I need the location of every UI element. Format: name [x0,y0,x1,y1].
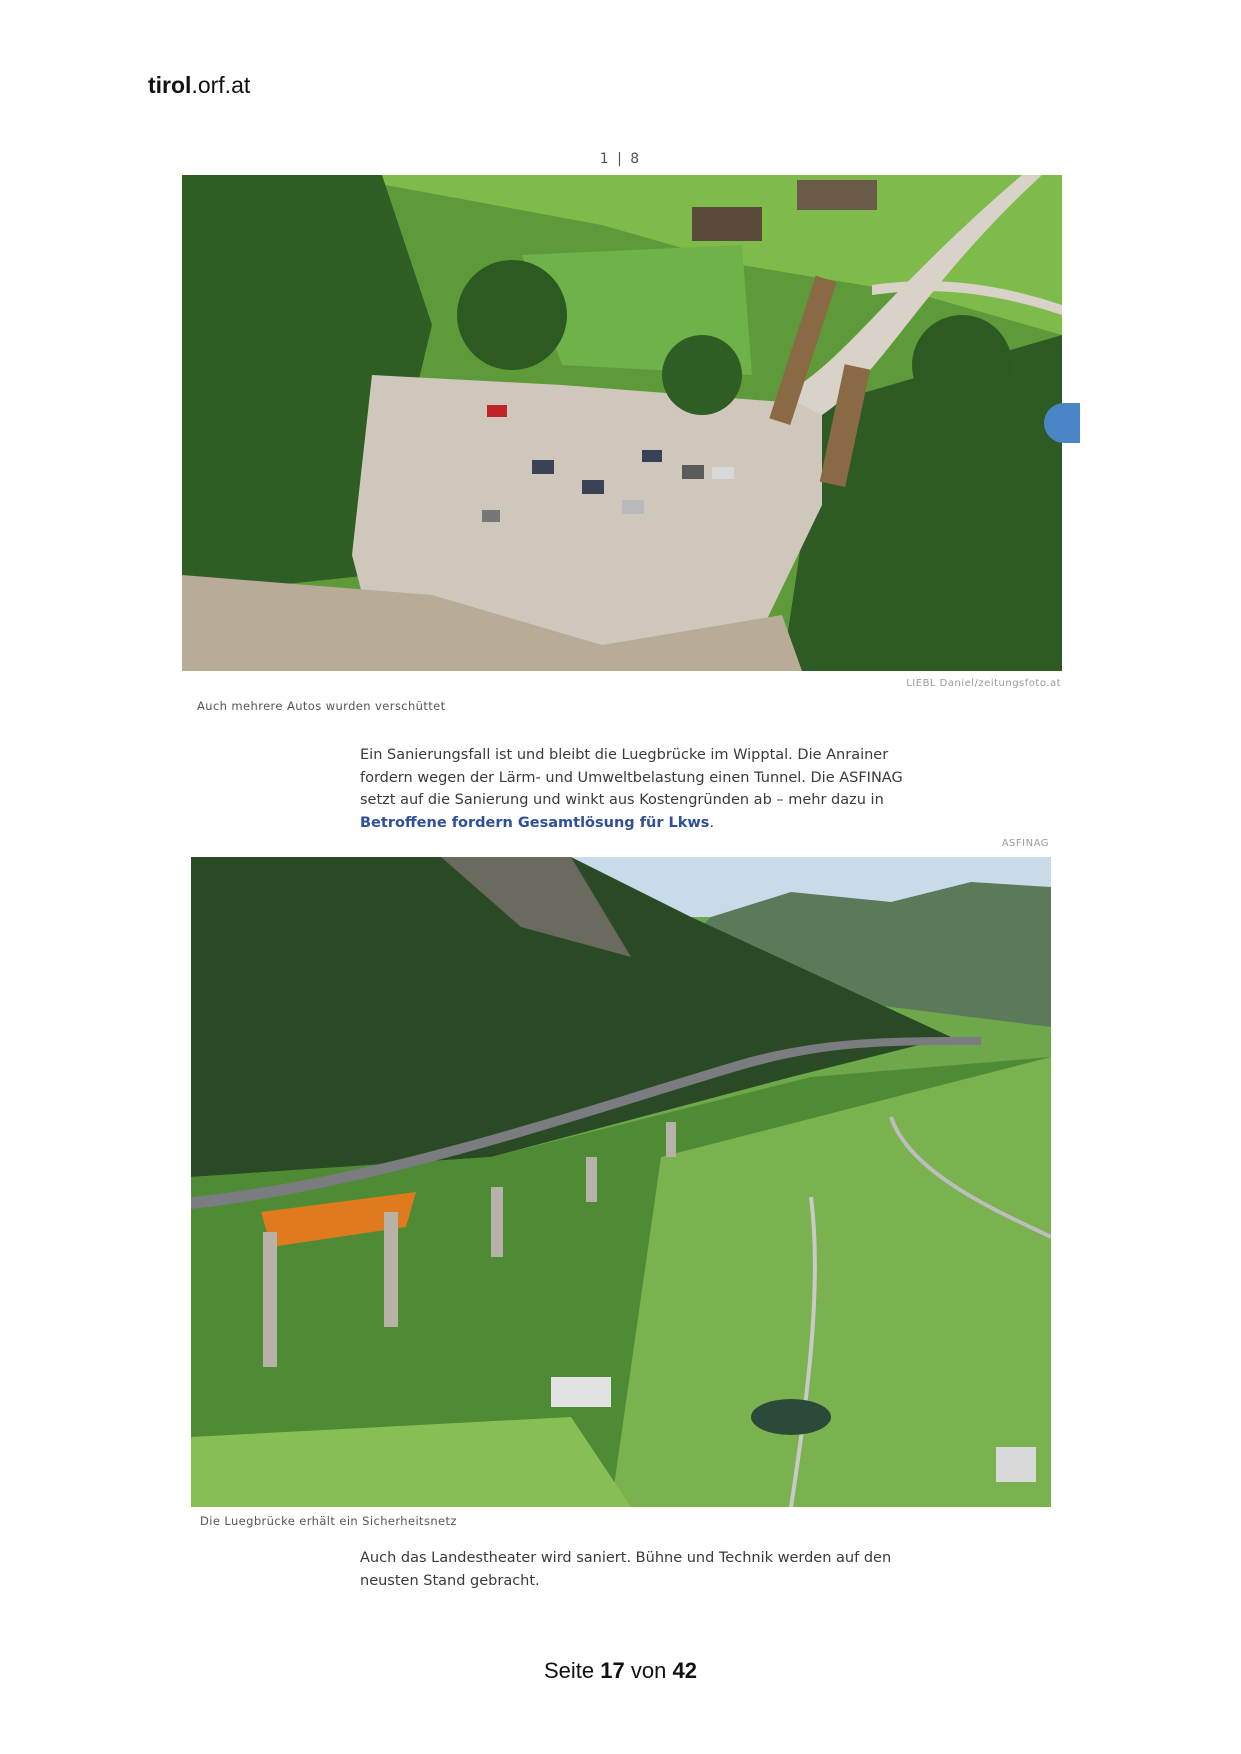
page-of: von [630,1658,667,1683]
gallery-counter: 1 | 8 [599,151,642,167]
paragraph-text: Ein Sanierungsfall ist und bleibt die Luegbrücke im Wipptal. Die Anrainer fordern wegen der Lärm- und Umweltbelastung einen Tunnel. Die ASFINAG setzt auf die Sanierung und winkt aus Kostengründen ab – mehr dazu in [360,747,903,808]
article-photo-bridge [191,857,1051,1507]
page-label: Seite [544,1658,595,1683]
site-name-domain: .orf.at [191,72,251,98]
photo-credit: LIEBL Daniel/zeitungsfoto.at [906,678,1061,689]
paragraph-end: . [709,814,715,831]
site-logo[interactable] [148,72,250,99]
aerial-debris-image [182,175,1062,671]
current-page: 17 [600,1658,625,1683]
photo-caption: Auch mehrere Autos wurden verschüttet [197,699,446,713]
total-pages: 42 [672,1658,697,1683]
gallery-photo-mudslide[interactable] [182,175,1062,671]
site-name-bold: tirol [148,72,192,98]
photo-caption: Die Luegbrücke erhält ein Sicherheitsnetz [200,1514,457,1528]
luegbruecke-image [191,857,1051,1507]
related-article-link[interactable]: Betroffene fordern Gesamtlösung für Lkws [360,814,710,831]
article-paragraph: Auch das Landestheater wird saniert. Bühne und Technik werden auf den neusten Stand gebracht. [360,1550,892,1589]
gallery-next-icon[interactable] [1044,403,1080,443]
article-paragraph [360,744,920,834]
page-number [0,1658,1241,1684]
photo-credit: ASFINAG [1001,838,1049,849]
